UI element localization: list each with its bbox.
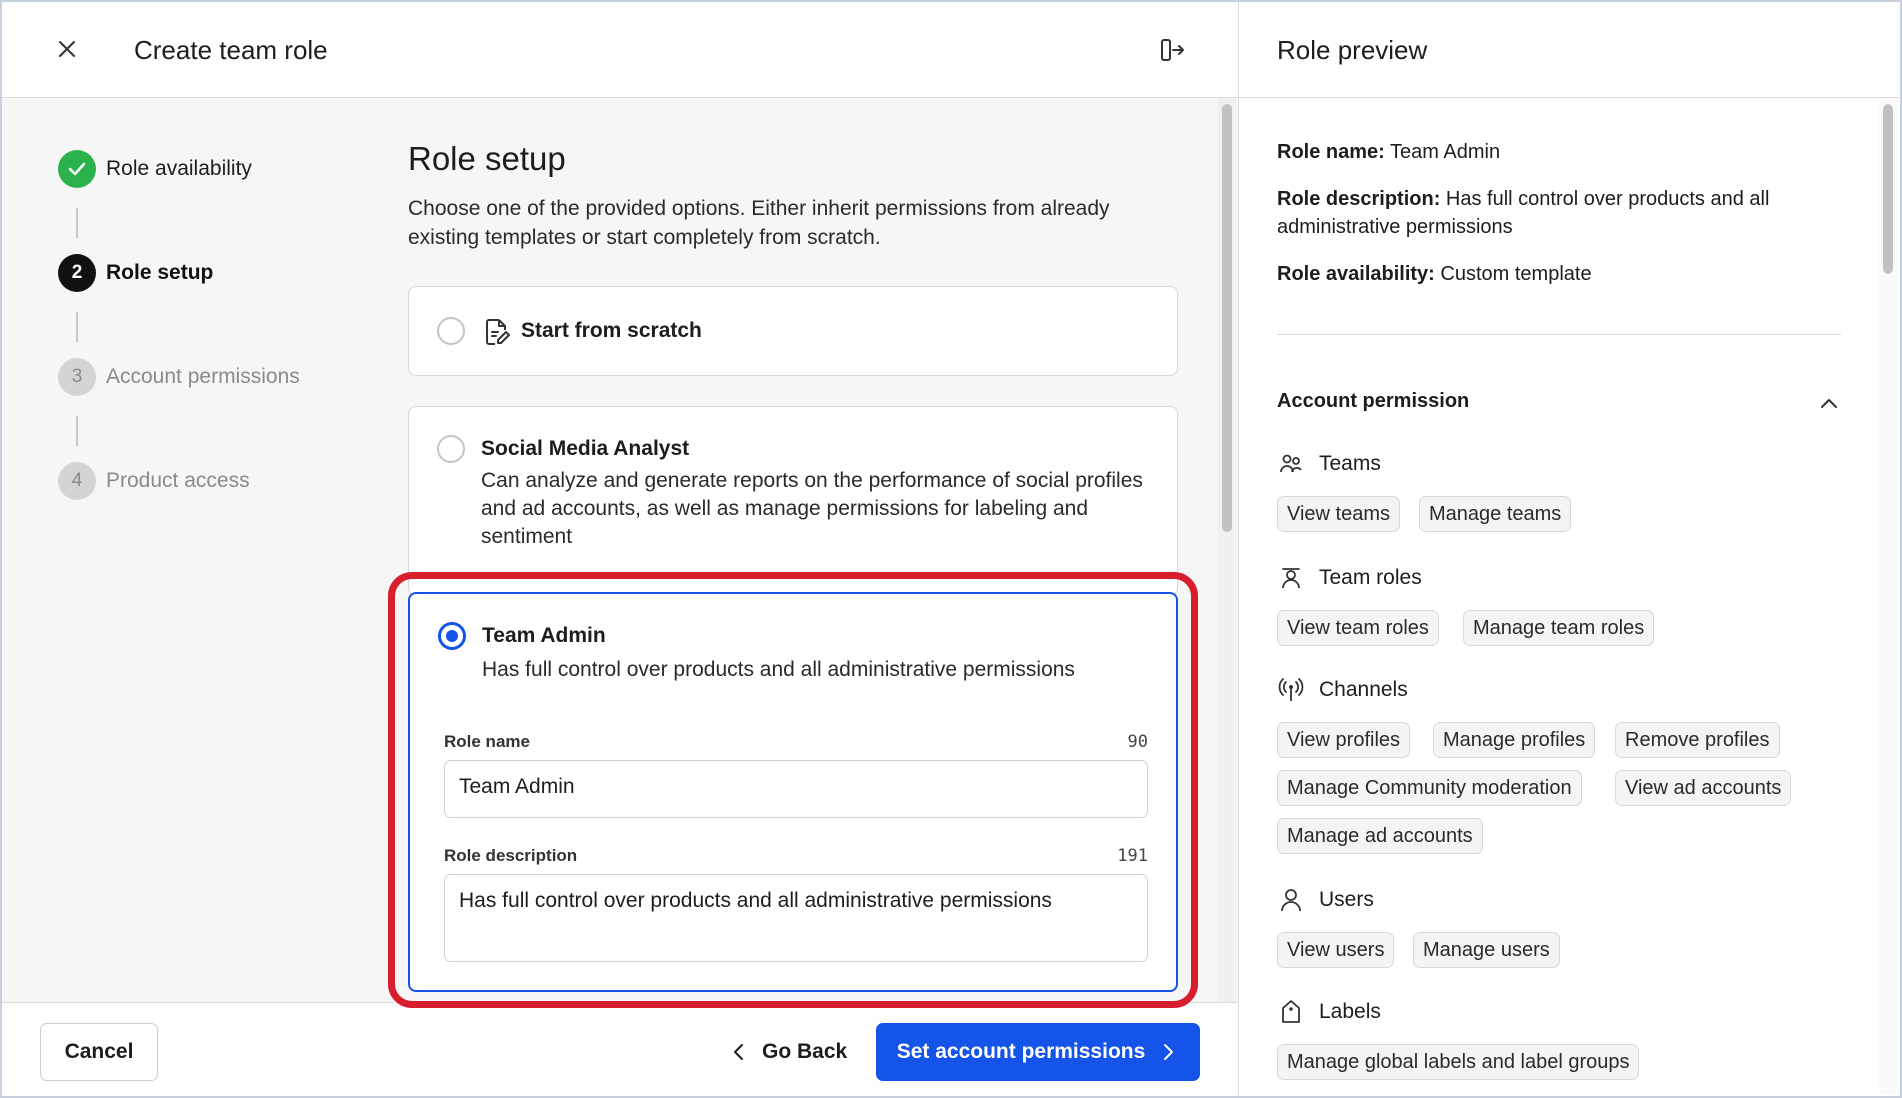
- option-start-from-scratch[interactable]: [408, 286, 1178, 376]
- permission-chip: Remove profiles: [1615, 722, 1780, 758]
- step-number: 4: [58, 462, 96, 500]
- step-number: 3: [58, 358, 96, 396]
- option-radio[interactable]: [437, 317, 465, 345]
- step-role-availability[interactable]: [58, 150, 252, 188]
- main-panel: [2, 2, 1238, 1096]
- permission-chip: View profiles: [1277, 722, 1410, 758]
- role-name-char-count: 90: [1127, 732, 1148, 752]
- close-button[interactable]: [50, 32, 84, 66]
- permission-chip: Manage profiles: [1433, 722, 1595, 758]
- preview-role-description: [1277, 185, 1837, 241]
- panel-exit-icon: [1158, 36, 1186, 64]
- group-users: [1277, 886, 1374, 914]
- permission-chip: View teams: [1277, 496, 1400, 532]
- preview-scrollbar[interactable]: [1879, 98, 1897, 1094]
- step-label: Role setup: [106, 261, 214, 284]
- set-account-permissions-button[interactable]: [876, 1023, 1200, 1081]
- close-icon: [57, 39, 77, 59]
- group-channels: [1277, 676, 1408, 704]
- role-preview-panel: [1238, 2, 1900, 1096]
- step-product-access[interactable]: [58, 462, 250, 500]
- teams-icon: [1277, 450, 1305, 478]
- cancel-button[interactable]: Cancel: [40, 1023, 158, 1081]
- permission-chip: Manage ad accounts: [1277, 818, 1483, 854]
- channels-icon: [1277, 676, 1305, 704]
- permission-chip: View ad accounts: [1615, 770, 1791, 806]
- group-title: Team roles: [1319, 566, 1422, 589]
- preview-header: [1239, 2, 1901, 98]
- permission-chip: Manage team roles: [1463, 610, 1654, 646]
- content-scrollbar[interactable]: [1218, 98, 1236, 1002]
- group-title: Users: [1319, 888, 1374, 911]
- option-title: Team Admin: [482, 624, 606, 647]
- meta-key: Role name:: [1277, 141, 1385, 163]
- role-name-input[interactable]: Team Admin: [444, 760, 1148, 818]
- option-social-media-analyst[interactable]: [408, 406, 1178, 596]
- edit-document-icon: [483, 317, 511, 347]
- group-title: Labels: [1319, 1000, 1381, 1023]
- step-number: 2: [58, 254, 96, 292]
- permission-chip: Manage teams: [1419, 496, 1571, 532]
- chevron-left-icon: [728, 1041, 750, 1063]
- label-icon: [1277, 998, 1305, 1026]
- permission-chip: View users: [1277, 932, 1394, 968]
- accordion-title: Account permission: [1277, 390, 1470, 412]
- meta-key: Role description:: [1277, 188, 1441, 210]
- group-title: Channels: [1319, 678, 1408, 701]
- preview-role-availability: [1277, 260, 1837, 288]
- step-role-setup[interactable]: [58, 254, 213, 292]
- permission-chip: Manage users: [1413, 932, 1560, 968]
- step-account-permissions[interactable]: [58, 358, 300, 396]
- option-radio[interactable]: [437, 435, 465, 463]
- preview-role-name: [1277, 138, 1837, 166]
- user-icon: [1277, 886, 1305, 914]
- role-description-textarea[interactable]: Has full control over products and all administrative permissions: [444, 874, 1148, 962]
- step-connector: [76, 312, 78, 342]
- step-connector: [76, 208, 78, 238]
- next-label: Set account permissions: [896, 1040, 1146, 1063]
- permission-chip: View team roles: [1277, 610, 1439, 646]
- footer: [2, 1002, 1238, 1096]
- group-teams: [1277, 450, 1381, 478]
- team-roles-icon: [1277, 564, 1305, 592]
- option-title: Start from scratch: [521, 319, 702, 342]
- option-radio-selected[interactable]: [438, 622, 466, 650]
- check-icon: [66, 158, 88, 180]
- divider: [1277, 334, 1841, 335]
- go-back-label: Go Back: [762, 1040, 848, 1063]
- step-complete-circle: [58, 150, 96, 188]
- top-bar: [2, 2, 1238, 98]
- preview-title: Role preview: [1277, 35, 1428, 65]
- account-permission-accordion[interactable]: [1277, 390, 1841, 420]
- step-connector: [76, 416, 78, 446]
- meta-key: Role availability:: [1277, 263, 1435, 285]
- role-description-char-count: 191: [1117, 846, 1148, 866]
- group-team-roles: [1277, 564, 1422, 592]
- page-title: Create team role: [134, 35, 328, 65]
- option-description: Can analyze and generate reports on the performance of social profiles and ad accounts, as well as manage permissions for labeling and sentiment: [481, 469, 1143, 548]
- permission-chip: Manage Community moderation: [1277, 770, 1582, 806]
- role-description-label: Role description: [444, 846, 578, 865]
- role-name-label: Role name: [444, 732, 530, 751]
- meta-value: Team Admin: [1390, 141, 1501, 163]
- meta-value: Has full control over products and all administrative permissions: [1277, 188, 1770, 238]
- option-description: Has full control over products and all administrative permissions: [482, 658, 1075, 681]
- group-labels: [1277, 998, 1381, 1026]
- group-title: Teams: [1319, 452, 1381, 475]
- meta-value: Custom template: [1440, 263, 1592, 285]
- section-title: Role setup: [408, 140, 566, 177]
- section-description: Choose one of the provided options. Either inherit permissions from already existing templates or start completely from scratch.: [408, 197, 1110, 249]
- go-back-button[interactable]: [728, 1023, 847, 1081]
- chevron-right-icon: [1157, 1041, 1179, 1063]
- scrollbar-thumb[interactable]: [1222, 104, 1232, 532]
- scrollbar-thumb[interactable]: [1883, 104, 1893, 274]
- step-label: Account permissions: [106, 365, 300, 388]
- permission-chip: Manage global labels and label groups: [1277, 1044, 1639, 1080]
- chevron-up-icon: [1817, 392, 1841, 416]
- option-title: Social Media Analyst: [481, 437, 690, 460]
- toggle-preview-button[interactable]: [1154, 32, 1190, 68]
- option-team-admin[interactable]: [408, 592, 1178, 992]
- step-label: Product access: [106, 469, 250, 492]
- step-label: Role availability: [106, 157, 252, 180]
